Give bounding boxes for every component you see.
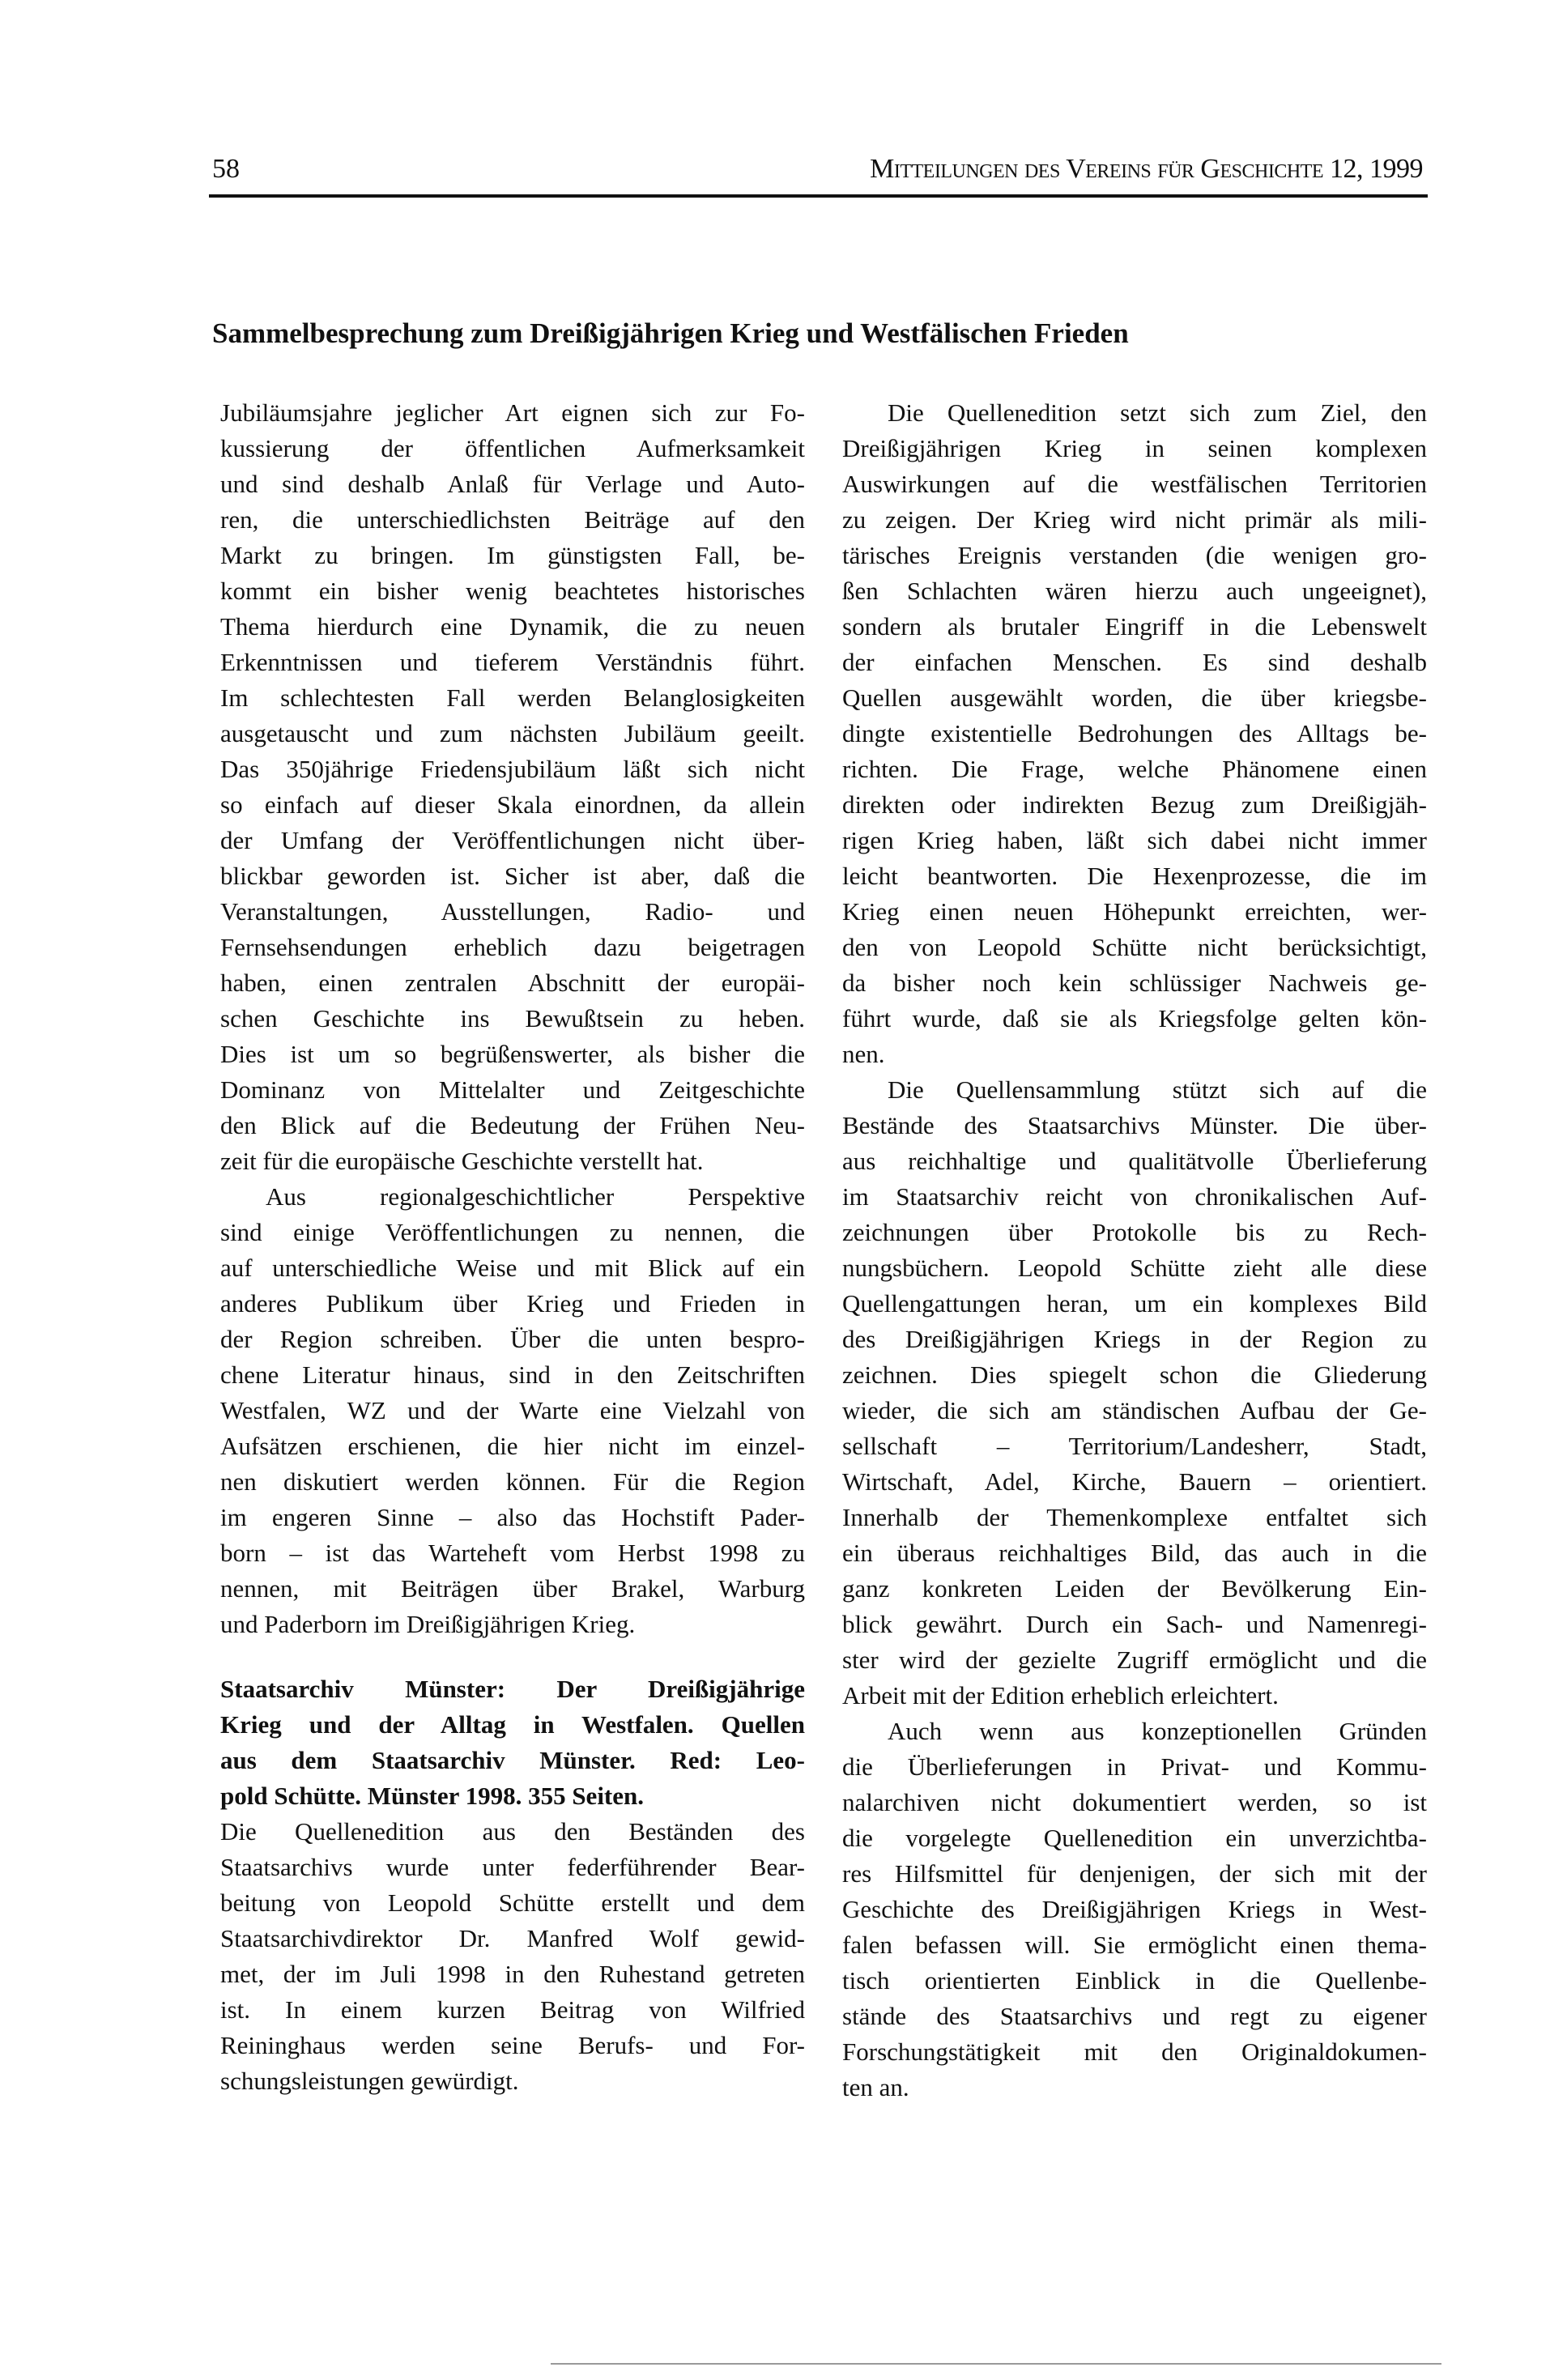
text-line: leicht beantworten. Die Hexenprozesse, die im: [842, 862, 1427, 890]
text-line: schungsleistungen gewürdigt.: [220, 2067, 519, 2095]
text-line: haben, einen zentralen Abschnitt der europäi-: [220, 969, 805, 997]
text-line: sind einige Veröffentlichungen zu nennen, die: [220, 1218, 805, 1246]
text-line: Reininghaus werden seine Berufs- und For-: [220, 2031, 805, 2059]
text-line: da bisher noch kein schlüssiger Nachweis ge-: [842, 969, 1427, 997]
running-title: Mitteilungen des Vereins für Geschichte 12, 1999: [870, 154, 1423, 184]
text-line: Dies ist um so begrüßenswerter, als bisher die: [220, 1040, 805, 1068]
text-line: Die Quellenedition aus den Beständen des: [220, 1817, 805, 1846]
text-line: der einfachen Menschen. Es sind deshalb: [842, 648, 1427, 676]
text-line: zu zeigen. Der Krieg wird nicht primär als mili-: [842, 505, 1427, 534]
paragraph: [220, 1179, 805, 1642]
text-line: anderes Publikum über Krieg und Frieden in: [220, 1289, 805, 1318]
text-line: Thema hierdurch eine Dynamik, die zu neuen: [220, 612, 805, 641]
scan-edge-line: [551, 2363, 1441, 2365]
paragraph: [842, 1714, 1427, 2105]
text-line: pold Schütte. Münster 1998. 355 Seiten.: [220, 1782, 645, 1810]
text-line: die Überlieferungen in Privat- und Kommu-: [842, 1752, 1427, 1781]
text-line: chene Literatur hinaus, sind in den Zeitschriften: [220, 1360, 805, 1389]
text-line: met, der im Juli 1998 in den Ruhestand getreten: [220, 1960, 805, 1988]
text-line: rigen Krieg haben, läßt sich dabei nicht immer: [842, 826, 1427, 854]
text-line: beitung von Leopold Schütte erstellt und dem: [220, 1888, 805, 1917]
text-line: Staatsarchiv Münster: Der Dreißigjährige: [220, 1675, 805, 1703]
page-number: 58: [212, 154, 240, 184]
text-line: aus dem Staatsarchiv Münster. Red: Leo-: [220, 1746, 805, 1774]
text-line: Westfalen, WZ und der Warte eine Vielzahl von: [220, 1396, 805, 1424]
text-line: den Blick auf die Bedeutung der Frühen Neu-: [220, 1111, 805, 1139]
text-line: den von Leopold Schütte nicht berücksichtigt,: [842, 933, 1427, 961]
text-line: ster wird der gezielte Zugriff ermöglicht und die: [842, 1646, 1427, 1674]
text-line: ist. In einem kurzen Beitrag von Wilfried: [220, 1995, 805, 2024]
text-line: richten. Die Frage, welche Phänomene einen: [842, 755, 1427, 783]
text-line: Veranstaltungen, Ausstellungen, Radio- und: [220, 897, 805, 926]
text-line: falen befassen will. Sie ermöglicht einen thema-: [842, 1931, 1427, 1959]
text-line: ren, die unterschiedlichsten Beiträge auf den: [220, 505, 805, 534]
text-line: Die Quellensammlung stützt sich auf die: [888, 1075, 1427, 1104]
text-line: Markt zu bringen. Im günstigsten Fall, be-: [220, 541, 805, 569]
text-line: führt wurde, daß sie als Kriegsfolge gelten kön-: [842, 1004, 1427, 1032]
text-line: zeichnen. Dies spiegelt schon die Gliederung: [842, 1360, 1427, 1389]
text-line: Wirtschaft, Adel, Kirche, Bauern – orientiert.: [842, 1467, 1427, 1496]
text-line: und Paderborn im Dreißigjährigen Krieg.: [220, 1610, 636, 1638]
text-line: tärisches Ereignis verstanden (die wenigen gro-: [842, 541, 1427, 569]
paragraph: [220, 1814, 805, 2099]
text-line: Quellengattungen heran, um ein komplexes Bild: [842, 1289, 1427, 1318]
text-line: res Hilfsmittel für denjenigen, der sich mit der: [842, 1859, 1427, 1888]
text-line: nen diskutiert werden können. Für die Region: [220, 1467, 805, 1496]
text-line: Dominanz von Mittelalter und Zeitgeschichte: [220, 1075, 805, 1104]
text-line: so einfach auf dieser Skala einordnen, da allein: [220, 790, 805, 819]
text-line: auf unterschiedliche Weise und mit Blick auf ein: [220, 1254, 805, 1282]
text-line: Das 350jährige Friedensjubiläum läßt sich nicht: [220, 755, 805, 783]
text-line: Fernsehsendungen erheblich dazu beigetragen: [220, 933, 805, 961]
text-line: kommt ein bisher wenig beachtetes historisches: [220, 577, 805, 605]
text-line: nalarchiven nicht dokumentiert werden, so ist: [842, 1788, 1427, 1816]
text-line: direkten oder indirekten Bezug zum Dreißigjäh-: [842, 790, 1427, 819]
text-line: nungsbüchern. Leopold Schütte zieht alle diese: [842, 1254, 1427, 1282]
text-line: der Region schreiben. Über die unten bespro-: [220, 1325, 805, 1353]
text-line: nen.: [842, 1040, 885, 1068]
section-gap: [220, 1642, 805, 1671]
text-line: born – ist das Warteheft vom Herbst 1998 zu: [220, 1539, 805, 1567]
text-line: Quellen ausgewählt worden, die über kriegsbe-: [842, 683, 1427, 712]
text-line: Innerhalb der Themenkomplexe entfaltet sich: [842, 1503, 1427, 1531]
text-line: ganz konkreten Leiden der Bevölkerung Ein-: [842, 1574, 1427, 1603]
text-line: im engeren Sinne – also das Hochstift Pader-: [220, 1503, 805, 1531]
text-line: Bestände des Staatsarchivs Münster. Die über-: [842, 1111, 1427, 1139]
text-line: zeit für die europäische Geschichte verstellt hat.: [220, 1147, 704, 1175]
text-line: tisch orientierten Einblick in die Quellenbe-: [842, 1966, 1427, 1995]
text-line: ten an.: [842, 2073, 909, 2101]
right-column: [842, 395, 1427, 2105]
review-heading: [220, 1671, 805, 1814]
text-line: ßen Schlachten wären hierzu auch ungeeignet),: [842, 577, 1427, 605]
text-line: wieder, die sich am ständischen Aufbau der Ge-: [842, 1396, 1427, 1424]
text-line: Krieg einen neuen Höhepunkt erreichten, wer-: [842, 897, 1427, 926]
text-line: und sind deshalb Anlaß für Verlage und Auto-: [220, 470, 805, 498]
text-line: dingte existentielle Bedrohungen des Alltags be-: [842, 719, 1427, 747]
text-line: Erkenntnissen und tieferem Verständnis führt.: [220, 648, 805, 676]
text-line: ausgetauscht und zum nächsten Jubiläum geeilt.: [220, 719, 805, 747]
paragraph: [220, 395, 805, 1179]
text-line: Aufsätzen erschienen, die hier nicht im einzel-: [220, 1432, 805, 1460]
text-line: Staatsarchivs wurde unter federführender Bear-: [220, 1853, 805, 1881]
text-line: sellschaft – Territorium/Landesherr, Stadt,: [842, 1432, 1427, 1460]
text-line: aus reichhaltige und qualitätvolle Überlieferung: [842, 1147, 1427, 1175]
text-line: ein überaus reichhaltiges Bild, das auch in die: [842, 1539, 1427, 1567]
left-column: [220, 395, 805, 2099]
text-line: Aus regionalgeschichtlicher Perspektive: [266, 1182, 805, 1211]
paragraph: [842, 395, 1427, 1072]
text-line: Die Quellenedition setzt sich zum Ziel, den: [888, 398, 1427, 427]
text-line: kussierung der öffentlichen Aufmerksamkeit: [220, 434, 805, 462]
text-line: Auswirkungen auf die westfälischen Territorien: [842, 470, 1427, 498]
text-line: der Umfang der Veröffentlichungen nicht über-: [220, 826, 805, 854]
text-line: im Staatsarchiv reicht von chronikalischen Auf-: [842, 1182, 1427, 1211]
text-line: Geschichte des Dreißigjährigen Kriegs in West-: [842, 1895, 1427, 1923]
header-rule: [209, 194, 1428, 198]
text-line: sondern als brutaler Eingriff in die Lebenswelt: [842, 612, 1427, 641]
text-line: nennen, mit Beiträgen über Brakel, Warburg: [220, 1574, 805, 1603]
text-line: schen Geschichte ins Bewußtsein zu heben.: [220, 1004, 805, 1032]
text-line: Im schlechtesten Fall werden Belanglosigkeiten: [220, 683, 805, 712]
text-line: stände des Staatsarchivs und regt zu eigener: [842, 2002, 1427, 2030]
text-line: Krieg und der Alltag in Westfalen. Quellen: [220, 1710, 805, 1739]
text-line: Dreißigjährigen Krieg in seinen komplexen: [842, 434, 1427, 462]
text-line: Staatsarchivdirektor Dr. Manfred Wolf gewid-: [220, 1924, 805, 1952]
paragraph: [842, 1072, 1427, 1714]
text-line: Auch wenn aus konzeptionellen Gründen: [888, 1717, 1427, 1745]
text-line: des Dreißigjährigen Kriegs in der Region zu: [842, 1325, 1427, 1353]
article-title: Sammelbesprechung zum Dreißigjährigen Krieg und Westfälischen Frieden: [212, 317, 1129, 349]
text-line: blickbar geworden ist. Sicher ist aber, daß die: [220, 862, 805, 890]
text-line: Arbeit mit der Edition erheblich erleichtert.: [842, 1681, 1279, 1709]
text-line: Jubiläumsjahre jeglicher Art eignen sich zur Fo-: [220, 398, 805, 427]
text-line: blick gewährt. Durch ein Sach- und Namenregi-: [842, 1610, 1427, 1638]
text-line: zeichnungen über Protokolle bis zu Rech-: [842, 1218, 1427, 1246]
text-line: Forschungstätigkeit mit den Originaldokumen-: [842, 2037, 1427, 2066]
text-line: die vorgelegte Quellenedition ein unverzichtba-: [842, 1824, 1427, 1852]
